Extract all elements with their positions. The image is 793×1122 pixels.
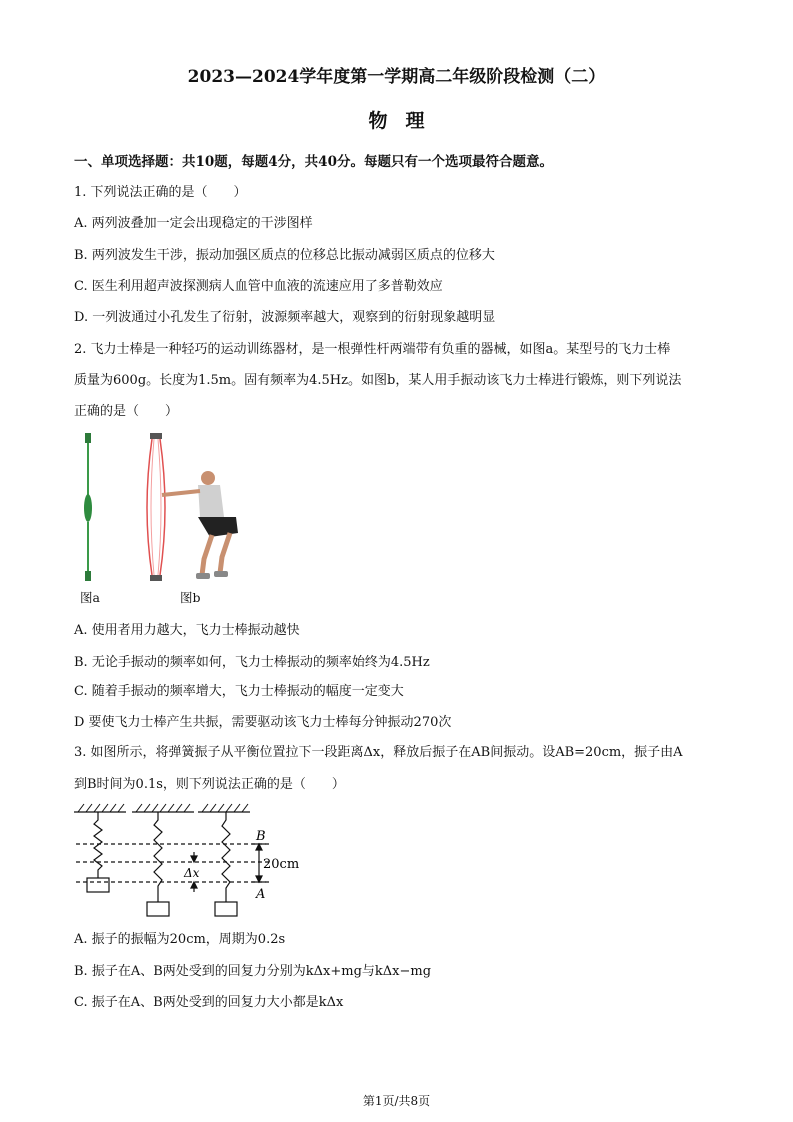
q1-option-a: A. 两列波叠加一定会出现稳定的干涉图样 — [74, 216, 313, 231]
q3-option-c: C. 振子在A、B两处受到的回复力大小都是kΔx — [74, 995, 344, 1010]
q2-option-b: B. 无论手振动的频率如何，飞力士棒振动的频率始终为4.5Hz — [74, 655, 430, 670]
label-distance: 20cm — [263, 857, 300, 872]
caption-figure-b: 图b — [180, 590, 201, 605]
q1-stem: 1. 下列说法正确的是（ ） — [74, 185, 247, 200]
label-a: A — [256, 887, 266, 902]
section-heading: 一、单项选择题：共10题，每题4分，共40分。每题只有一个选项最符合题意。 — [74, 154, 553, 170]
q2-option-d: D 要使飞力士棒产生共振，需要驱动该飞力士棒每分钟振动270次 — [74, 715, 452, 730]
exam-title: 2023—2024学年度第一学期高二年级阶段检测（二） — [187, 67, 606, 87]
q2-stem-line-1: 2. 飞力士棒是一种轻巧的运动训练器材，是一根弹性杆两端带有负重的器械，如图a。某型号的飞力士棒 — [74, 342, 671, 357]
page-footer: 第1页/共8页 — [362, 1094, 431, 1108]
spring-oscillator-figure — [70, 800, 310, 922]
q1-option-d: D. 一列波通过小孔发生了衍射，波源频率越大，观察到的衍射现象越明显 — [74, 310, 496, 325]
q3-stem-line-2: 到B时间为0.1s，则下列说法正确的是（ ） — [74, 777, 345, 792]
flexi-bar-figure — [78, 433, 98, 581]
q3-stem-line-1: 3. 如图所示，将弹簧振子从平衡位置拉下一段距离Δx，释放后振子在AB间振动。设AB=20cm，振子由A — [74, 745, 683, 760]
q2-stem-line-3: 正确的是（ ） — [74, 404, 179, 419]
q3-option-b: B. 振子在A、B两处受到的回复力分别为kΔx+mg与kΔx−mg — [74, 964, 432, 979]
label-dx: Δx — [184, 866, 200, 880]
q1-option-c: C. 医生利用超声波探测病人血管中血液的流速应用了多普勒效应 — [74, 279, 443, 294]
label-b: B — [256, 829, 266, 844]
person-exercise-figure — [140, 433, 250, 583]
q2-option-a: A. 使用者用力越大，飞力士棒振动越快 — [74, 623, 300, 638]
q1-option-b: B. 两列波发生干涉，振动加强区质点的位移总比振动减弱区质点的位移大 — [74, 248, 495, 263]
q2-option-c: C. 随着手振动的频率增大，飞力士棒振动的幅度一定变大 — [74, 684, 404, 699]
q2-stem-line-2: 质量为600g。长度为1.5m。固有频率为4.5Hz。如图b，某人用手振动该飞力士棒进行锻炼，则下列说法 — [74, 373, 682, 388]
q3-option-a: A. 振子的振幅为20cm，周期为0.2s — [74, 932, 286, 947]
subject-title: 物理 — [368, 110, 443, 132]
caption-figure-a: 图a — [80, 590, 100, 605]
